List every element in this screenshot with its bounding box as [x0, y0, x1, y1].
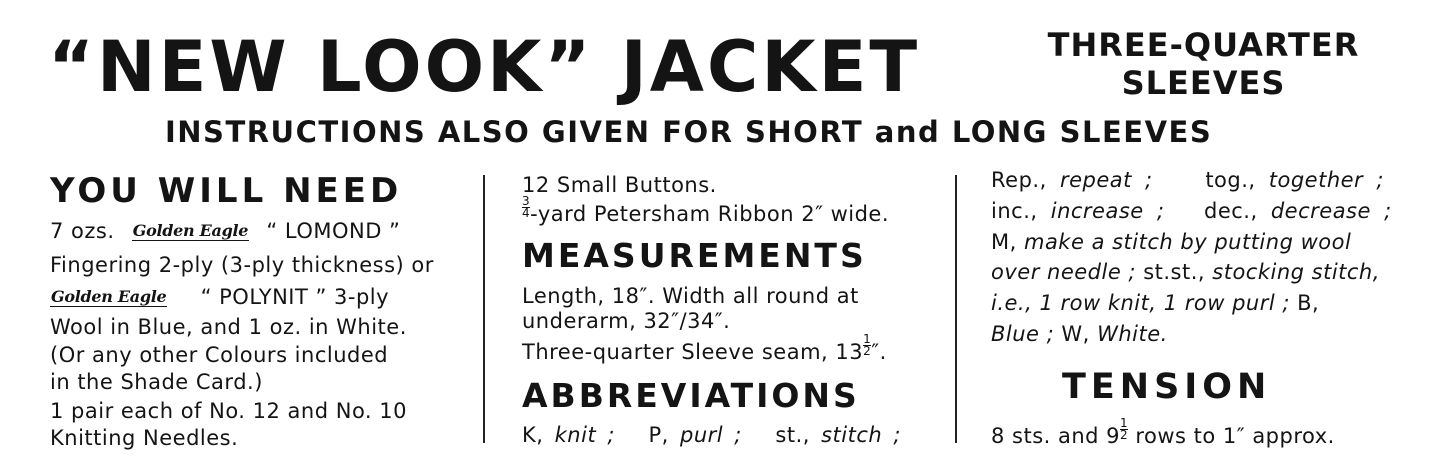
tension-heading: TENSION	[1062, 367, 1272, 407]
materials-line-7: 1 pair each of No. 12 and No. 10	[50, 399, 407, 423]
fraction-three-quarter: $\frac{3}{4}$	[522, 194, 531, 220]
buttons-line: 12 Small Buttons.	[522, 173, 717, 197]
fraction-half: $\frac{1}{2}$	[863, 332, 872, 358]
golden-eagle-logo-2: Golden Eagle	[51, 287, 167, 306]
abbreviations-heading: ABBREVIATIONS	[522, 376, 860, 415]
ribbon-line	[522, 196, 889, 230]
quantity-text: 7 ozs.	[50, 219, 115, 243]
abbreviation-row-5: i.e., 1 row knit, 1 row purl ; B,	[991, 291, 1320, 315]
materials-line-1	[50, 216, 400, 247]
ribbon-text: -yard Petersham Ribbon 2″ wide.	[530, 202, 890, 226]
you-will-need-heading: YOU WILL NEED	[50, 171, 403, 211]
abbreviation-row-4: over needle ; st.st., stocking stitch,	[991, 260, 1380, 284]
tension-line: 8 sts. and 9 $\frac{1}{2}$ rows to 1″ approx.	[991, 416, 1335, 448]
measurements-heading: MEASUREMENTS	[522, 236, 867, 275]
golden-eagle-logo: Golden Eagle	[132, 221, 249, 240]
subtitle-line-1: THREE-QUARTER	[1047, 26, 1360, 64]
measurement-line-2: underarm, 32″/34″.	[522, 309, 731, 333]
measurement-line-1: Length, 18″. Width all round at	[522, 284, 859, 308]
sleeve-seam-text: Three-quarter Sleeve seam, 13	[522, 340, 864, 364]
materials-line-3	[50, 282, 389, 313]
sleeve-subtitle	[1016, 26, 1391, 102]
instructions-banner: INSTRUCTIONS ALSO GIVEN FOR SHORT and LONG SLEEVES	[165, 115, 1213, 149]
page-title: “NEW LOOK” JACKET	[48, 26, 921, 108]
abbreviation-row-6: Blue ; W, White.	[991, 322, 1168, 346]
materials-line-5: (Or any other Colours included	[50, 343, 389, 367]
subtitle-line-2: SLEEVES	[1121, 64, 1286, 102]
abbreviation-line-1: K, knit ; P, purl ; st., stitch ;	[522, 423, 901, 447]
polynit-label: “ POLYNIT ” 3-ply	[200, 285, 390, 309]
lomond-label: “ LOMOND ”	[266, 219, 401, 243]
column-divider-right	[955, 175, 957, 443]
abbreviation-row-3: M, make a stitch by putting wool	[991, 230, 1352, 254]
measurement-line-3: Three-quarter Sleeve seam, 13 $\frac{1}{2}$ ″.	[522, 332, 887, 364]
materials-line-6: in the Shade Card.)	[50, 370, 263, 394]
fraction-half-tension: $\frac{1}{2}$	[1120, 416, 1129, 442]
abbreviation-row-1: Rep., repeat ; tog., together ;	[991, 168, 1384, 192]
materials-line-8: Knitting Needles.	[50, 426, 239, 450]
materials-line-2: Fingering 2-ply (3-ply thickness) or	[50, 253, 434, 277]
abbreviation-row-2: inc., increase ; dec., decrease ;	[991, 199, 1392, 223]
column-divider-left	[483, 175, 485, 443]
materials-line-4: Wool in Blue, and 1 oz. in White.	[50, 315, 407, 339]
